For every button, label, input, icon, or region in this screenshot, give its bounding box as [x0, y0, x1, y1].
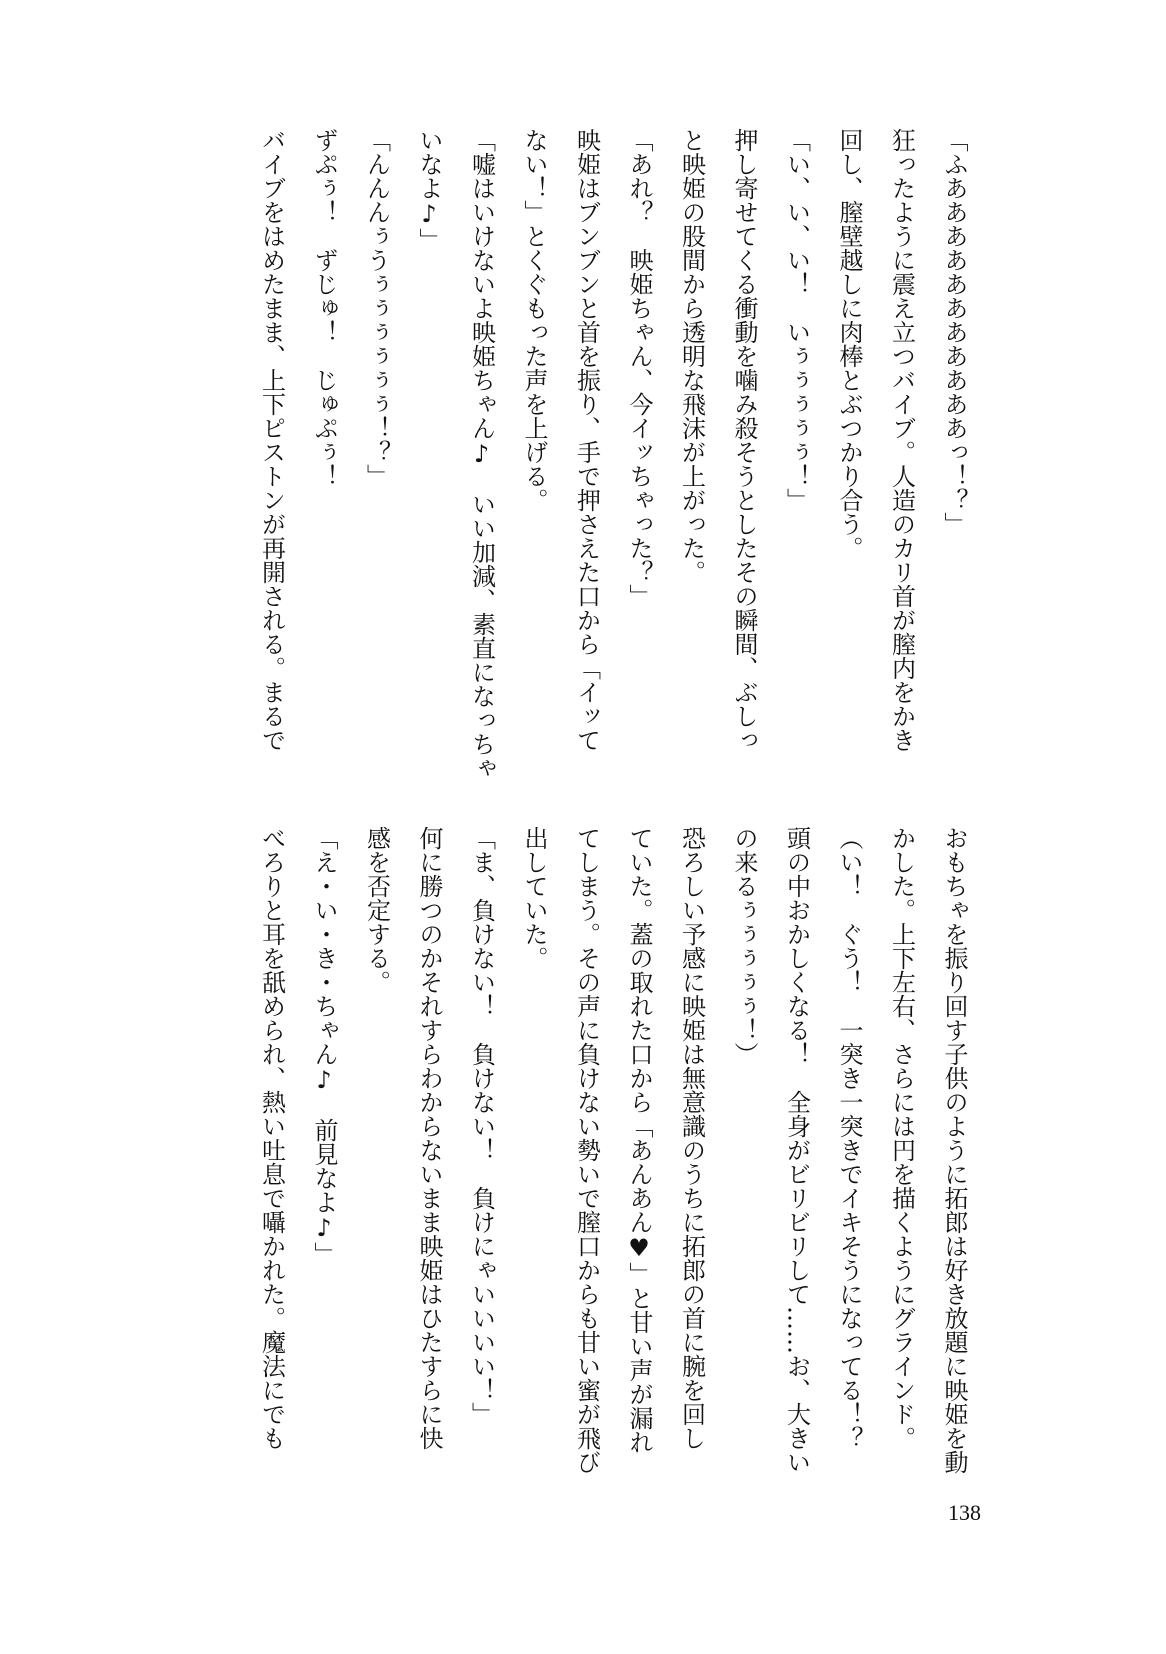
text-line: バイブをはめたまま、上下ピストンが再開される。まるで: [257, 128, 286, 752]
text-line: 感を否定する。: [362, 826, 391, 994]
text-line: ていた。蓋の取れた口から「あんあん♥」と甘い声が漏れ: [625, 826, 653, 1454]
text-line: 恐ろしい予感に映姫は無意識のうちに拓郎の首に腕を回し: [677, 826, 706, 1450]
text-line: 「嘘はいけないよ映姫ちゃん♪ いい加減、素直になっちゃ: [467, 128, 496, 780]
text-line: 押し寄せてくる衝動を噛み殺そうとしたその瞬間、ぶしっ: [730, 128, 758, 752]
text-line: 「あれ？ 映姫ちゃん、今イッちゃった？」: [625, 128, 653, 608]
text-line: と映姫の股間から透明な飛沫が上がった。: [677, 128, 706, 584]
text-line: ずぷぅ！ ずじゅ！ じゅぷぅ！: [310, 128, 338, 488]
text-line: 「い、い、い！ いぅぅぅぅぅ！」: [782, 128, 811, 512]
text-line: 「ま、負けない！ 負けない！ 負けにゃいいいい！」: [467, 826, 496, 1426]
text-line: 映姫はブンブンと首を振り、手で押さえた口から「イッて: [572, 128, 601, 752]
text-line: べろりと耳を舐められ、熱い吐息で囁かれた。魔法にでも: [257, 826, 286, 1450]
text-line: の来るぅぅぅぅぅ！）: [730, 826, 758, 1066]
text-line: 頭の中おかしくなる！ 全身がビリビリして……お、大きい: [782, 826, 811, 1474]
text-line: てしまう。その声に負けない勢いで膣口からも甘い蜜が飛び: [572, 826, 601, 1474]
text-line: 「んんんぅうぅぅぅぅぅぅ！？」: [362, 128, 391, 488]
text-line: 回し、膣壁越しに肉棒とぶつかり合う。: [835, 128, 863, 560]
text-line: ない！」とくぐもった声を上げる。: [520, 128, 548, 512]
text-line: （い！ ぐう！ 一突き一突きでイキそうになってる！？: [835, 826, 863, 1450]
text-line: おもちゃを振り回す子供のように拓郎は好き放題に映姫を動: [940, 826, 968, 1474]
text-line: 「え・い・き・ちゃん♪ 前見なよ♪」: [310, 826, 338, 1266]
text-block-upper: [245, 128, 980, 808]
text-block-lower: [245, 826, 980, 1486]
text-line: 「ふあああああああああああっ！？」: [940, 128, 968, 536]
text-line: 狂ったように震え立つバイブ。人造のカリ首が膣内をかき: [887, 128, 916, 752]
page-number: 138: [948, 1500, 981, 1525]
text-line: かした。上下左右、さらには円を描くようにグラインド。: [887, 826, 916, 1450]
text-line: 何に勝つのかそれすらわからないまま映姫はひたすらに快: [415, 826, 443, 1450]
text-line: いなよ♪」: [415, 128, 443, 252]
text-line: 出していた。: [520, 826, 548, 970]
